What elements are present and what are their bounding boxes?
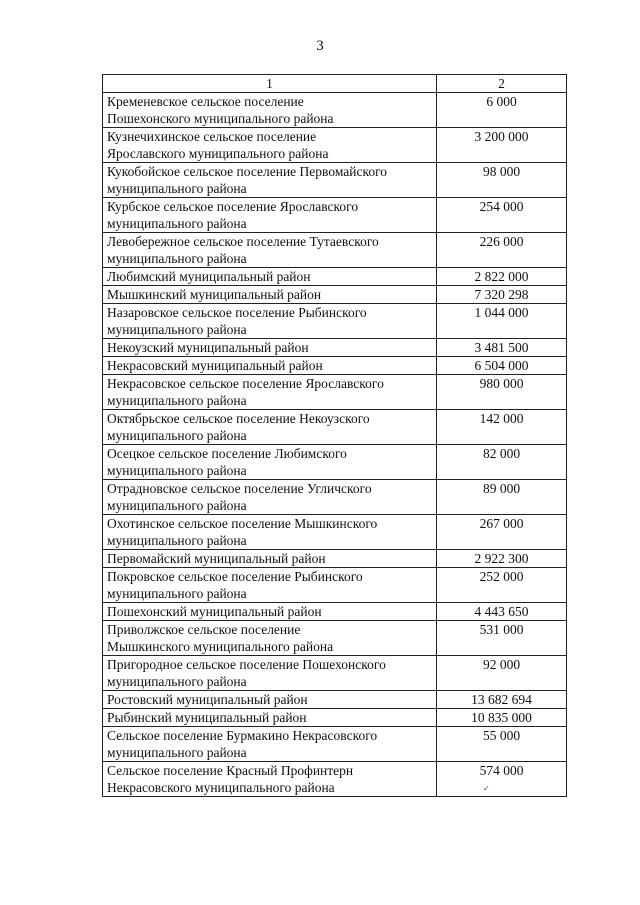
column-header-1: 1	[103, 75, 437, 93]
municipality-name: Первомайский муниципальный район	[103, 550, 437, 568]
table-row	[103, 480, 567, 515]
amount-value: 89 000	[437, 480, 567, 515]
amount-value: 3 200 000	[437, 128, 567, 163]
table-row	[103, 163, 567, 198]
municipality-name: Отрадновское сельское поселение Угличского муниципального района	[103, 480, 437, 515]
municipality-name: Сельское поселение Бурмакино Некрасовского муниципального района	[103, 727, 437, 762]
table-row	[103, 198, 567, 233]
table-row	[103, 410, 567, 445]
scan-mark: ✓	[483, 784, 490, 793]
table-row	[103, 656, 567, 691]
table-header-row	[103, 75, 567, 93]
table-row	[103, 727, 567, 762]
amount-value: 252 000	[437, 568, 567, 603]
municipality-name: Любимский муниципальный район	[103, 268, 437, 286]
table-row	[103, 691, 567, 709]
table-row	[103, 550, 567, 568]
amount-value: 980 000	[437, 375, 567, 410]
allocation-table	[102, 74, 567, 797]
amount-value: 82 000	[437, 445, 567, 480]
amount-value: 4 443 650	[437, 603, 567, 621]
amount-value: 55 000	[437, 727, 567, 762]
table-row	[103, 128, 567, 163]
table-row	[103, 93, 567, 128]
municipality-name: Сельское поселение Красный Профинтерн Некрасовского муниципального района	[103, 762, 437, 797]
municipality-name: Некрасовский муниципальный район	[103, 357, 437, 375]
amount-value: 574 000	[437, 762, 567, 797]
amount-value: 2 822 000	[437, 268, 567, 286]
municipality-name: Пригородное сельское поселение Пошехонского муниципального района	[103, 656, 437, 691]
municipality-name: Некоузский муниципальный район	[103, 339, 437, 357]
municipality-name: Ростовский муниципальный район	[103, 691, 437, 709]
table-row	[103, 709, 567, 727]
municipality-name: Кукобойское сельское поселение Первомайского муниципального района	[103, 163, 437, 198]
municipality-name: Охотинское сельское поселение Мышкинского муниципального района	[103, 515, 437, 550]
amount-value: 6 504 000	[437, 357, 567, 375]
table-row	[103, 603, 567, 621]
amount-value: 6 000	[437, 93, 567, 128]
municipality-name: Пошехонский муниципальный район	[103, 603, 437, 621]
municipality-name: Левобережное сельское поселение Тутаевского муниципального района	[103, 233, 437, 268]
table-row	[103, 357, 567, 375]
column-header-2: 2	[437, 75, 567, 93]
amount-value: 226 000	[437, 233, 567, 268]
table-row	[103, 445, 567, 480]
amount-value: 7 320 298	[437, 286, 567, 304]
table-row	[103, 762, 567, 797]
amount-value: 10 835 000	[437, 709, 567, 727]
amount-value: 1 044 000	[437, 304, 567, 339]
amount-value: 3 481 500	[437, 339, 567, 357]
municipality-name: Кузнечихинское сельское поселение Ярославского муниципального района	[103, 128, 437, 163]
page-number: 3	[316, 38, 324, 54]
table-row	[103, 621, 567, 656]
municipality-name: Осецкое сельское поселение Любимского муниципального района	[103, 445, 437, 480]
amount-value: 254 000	[437, 198, 567, 233]
municipality-name: Некрасовское сельское поселение Ярославского муниципального района	[103, 375, 437, 410]
amount-value: 531 000	[437, 621, 567, 656]
table-row	[103, 515, 567, 550]
municipality-name: Покровское сельское поселение Рыбинского муниципального района	[103, 568, 437, 603]
table-row	[103, 568, 567, 603]
table-row	[103, 304, 567, 339]
table-row	[103, 375, 567, 410]
table-body	[103, 93, 567, 797]
amount-value: 92 000	[437, 656, 567, 691]
table-row	[103, 268, 567, 286]
municipality-name: Курбское сельское поселение Ярославского муниципального района	[103, 198, 437, 233]
table-row	[103, 339, 567, 357]
amount-value: 2 922 300	[437, 550, 567, 568]
amount-value: 142 000	[437, 410, 567, 445]
municipality-name: Кременевское сельское поселение Пошехонского муниципального района	[103, 93, 437, 128]
amount-value: 13 682 694	[437, 691, 567, 709]
municipality-name: Приволжское сельское поселение Мышкинского муниципального района	[103, 621, 437, 656]
municipality-name: Мышкинский муниципальный район	[103, 286, 437, 304]
table-row	[103, 233, 567, 268]
municipality-name: Назаровское сельское поселение Рыбинского муниципального района	[103, 304, 437, 339]
amount-value: 98 000	[437, 163, 567, 198]
table-row	[103, 286, 567, 304]
municipality-name: Рыбинский муниципальный район	[103, 709, 437, 727]
amount-value: 267 000	[437, 515, 567, 550]
municipality-name: Октябрьское сельское поселение Некоузского муниципального района	[103, 410, 437, 445]
